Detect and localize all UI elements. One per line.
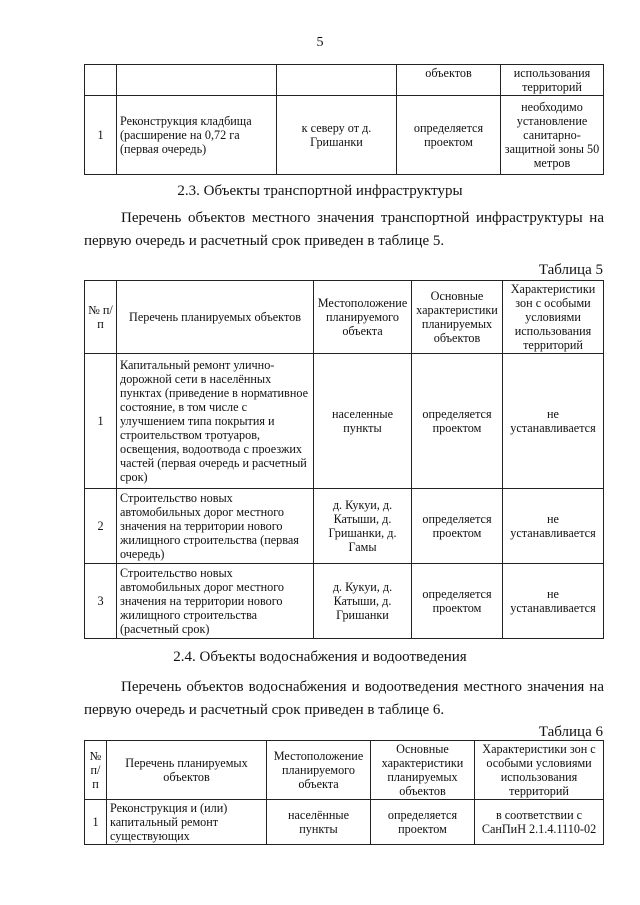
table-header-row <box>85 281 604 354</box>
table-row <box>85 354 604 489</box>
column-header: № п/п <box>85 741 107 800</box>
column-header: Перечень планируемых объектов <box>117 281 314 354</box>
object-name: Реконструкция и (или) капитальный ремонт существующих <box>107 800 267 845</box>
table-caption-6: Таблица 6 <box>538 724 603 740</box>
object-location: д. Кукуи, д. Катыши, д. Гришанки <box>314 564 412 639</box>
object-name: Строительство новых автомобильных дорог местного значения на территории нового жилищного строительства (первая очередь) <box>117 489 314 564</box>
table-row <box>85 800 604 845</box>
table-cell: использования территорий <box>501 65 604 96</box>
column-header: Основные характеристики планируемых объектов <box>371 741 475 800</box>
column-header: Местоположение планируемого объекта <box>314 281 412 354</box>
zone-characteristics: не устанавливается <box>503 489 604 564</box>
table-header-row <box>85 741 604 800</box>
object-location: населённые пункты <box>267 800 371 845</box>
object-location: к северу от д. Гришанки <box>277 96 397 175</box>
column-header: № п/п <box>85 281 117 354</box>
section-paragraph-2-4: Перечень объектов водоснабжения и водоотведения местного значения на первую очередь и расчетный срок приведен в таблице 6. <box>84 679 604 718</box>
zone-characteristics: в соответствии с СанПиН 2.1.4.1110-02 <box>475 800 604 845</box>
table-row <box>85 65 604 96</box>
column-header: Характеристики зон с особыми условиями использования территорий <box>503 281 604 354</box>
column-header: Перечень планируемых объектов <box>107 741 267 800</box>
row-number: 1 <box>85 800 107 845</box>
object-characteristics: определяется проектом <box>371 800 475 845</box>
table-5 <box>84 280 604 639</box>
row-number: 1 <box>85 96 117 175</box>
column-header: Характеристики зон с особыми условиями использования территорий <box>475 741 604 800</box>
table-cell <box>117 65 277 96</box>
object-name: Реконструкция кладбища (расширение на 0,72 га (первая очередь) <box>117 96 277 175</box>
zone-characteristics: не устанавливается <box>503 354 604 489</box>
column-header: Основные характеристики планируемых объектов <box>412 281 503 354</box>
table-cell: объектов <box>397 65 501 96</box>
row-number: 1 <box>85 354 117 489</box>
table-caption-5: Таблица 5 <box>538 262 603 278</box>
object-characteristics: определяется проектом <box>412 354 503 489</box>
column-header: Местоположение планируемого объекта <box>267 741 371 800</box>
object-characteristics: определяется проектом <box>412 489 503 564</box>
object-name: Капитальный ремонт улично-дорожной сети в населённых пунктах (приведение в нормативное состояние, в том числе с улучшением типа покрытия и строительством тротуаров, освещения, водоотвода с проезжих частей (первая очередь и расчетный срок) <box>117 354 314 489</box>
row-number: 2 <box>85 489 117 564</box>
object-characteristics: определяется проектом <box>412 564 503 639</box>
table-row <box>85 564 604 639</box>
object-name: Строительство новых автомобильных дорог местного значения на территории нового жилищного строительства (расчетный срок) <box>117 564 314 639</box>
table-6 <box>84 740 604 845</box>
table-cell <box>85 65 117 96</box>
table-row <box>85 96 604 175</box>
zone-characteristics: необходимо установление санитарно-защитной зоны 50 метров <box>501 96 604 175</box>
object-location: д. Кукуи, д. Катыши, д. Гришанки, д. Гамы <box>314 489 412 564</box>
section-heading-2-4: 2.4. Объекты водоснабжения и водоотведения <box>173 649 467 665</box>
page-number: 5 <box>316 35 324 50</box>
object-characteristics: определяется проектом <box>397 96 501 175</box>
object-location: населенные пункты <box>314 354 412 489</box>
table-cell <box>277 65 397 96</box>
table-top <box>84 64 604 175</box>
table-row <box>85 489 604 564</box>
zone-characteristics: не устанавливается <box>503 564 604 639</box>
section-heading-2-3: 2.3. Объекты транспортной инфраструктуры <box>177 183 463 199</box>
section-paragraph-2-3: Перечень объектов местного значения транспортной инфраструктуры на первую очередь и расчетный срок приведен в таблице 5. <box>84 210 604 249</box>
row-number: 3 <box>85 564 117 639</box>
